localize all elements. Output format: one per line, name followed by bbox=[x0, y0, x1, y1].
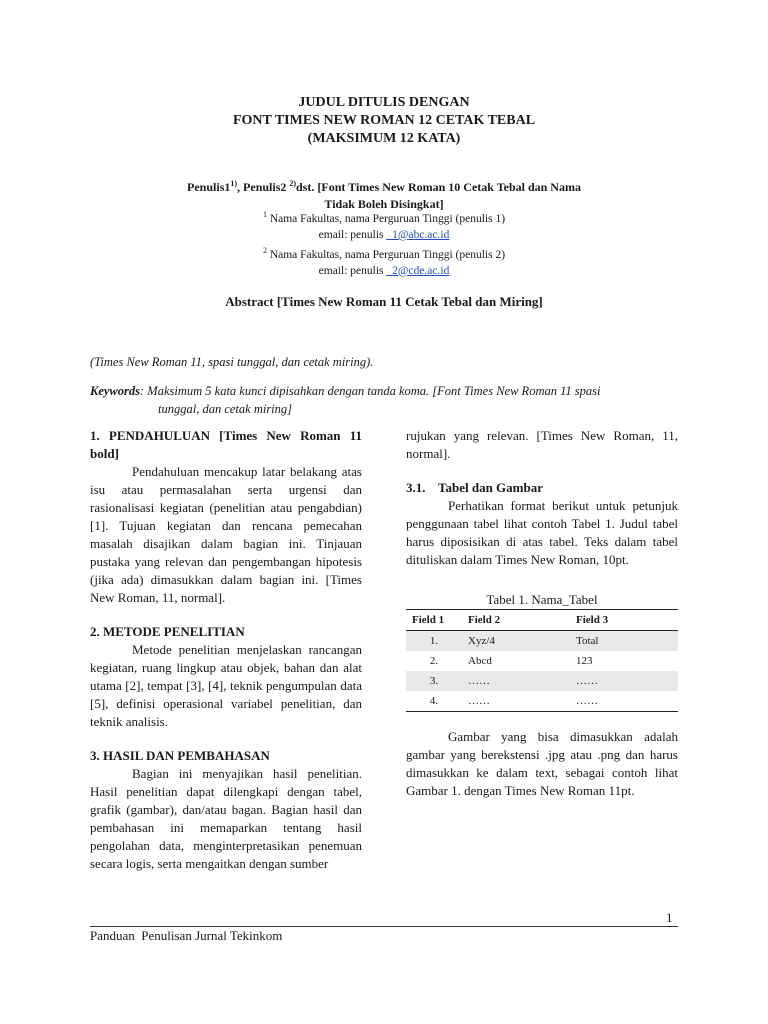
table-header-row bbox=[406, 610, 678, 631]
affil-1-email-link[interactable]: _1@abc.ac.id bbox=[386, 228, 450, 241]
table-cell: 3. bbox=[406, 671, 462, 691]
table-cell: …… bbox=[462, 671, 570, 691]
table-row bbox=[406, 631, 678, 652]
table-header: Field 2 bbox=[462, 610, 570, 631]
table-header: Field 1 bbox=[406, 610, 462, 631]
affil-2-text: Nama Fakultas, nama Perguruan Tinggi (penulis 2) bbox=[266, 248, 506, 261]
section-3-body: Bagian ini menyajikan hasil penelitian. Hasil penelitian dapat dilengkapi dengan tabel, grafik (gambar), dan/atau bagan. Bagian hasil dan pembahasan ini memaparkan tentang hasil pengolahan data, menginterpretasikan penemuan secara logis, serta mengaitkan dengan sumber bbox=[90, 766, 362, 871]
author-2-sup: 2) bbox=[289, 179, 297, 188]
footer-divider bbox=[90, 926, 678, 927]
keywords-text-line-2: tunggal, dan cetak miring] bbox=[158, 402, 293, 416]
affil-2-sup: 2 bbox=[262, 245, 267, 255]
table-row bbox=[406, 671, 678, 691]
section-2-body: Metode penelitian menjelaskan rancangan kegiatan, ruang lingkup atau objek, bahan dan alat utama [2], tempat [3], [4], teknik pengumpulan data [5], definisi operasional variabel penelitian, dan teknik analisis. bbox=[90, 642, 362, 729]
author-1-sup: 1) bbox=[230, 179, 238, 188]
page-number: 1 bbox=[666, 910, 673, 925]
section-3-heading: 3. HASIL DAN PEMBAHASAN bbox=[90, 748, 270, 763]
table-cell: …… bbox=[462, 691, 570, 712]
affil-2-email-link[interactable]: _2@cde.ac.id bbox=[386, 264, 450, 277]
table-cell: 4. bbox=[406, 691, 462, 712]
subsection-3-1-heading bbox=[406, 479, 678, 497]
affil-2-email-label: email: penulis bbox=[318, 264, 387, 277]
left-column bbox=[90, 427, 362, 873]
affil-1-text: Nama Fakultas, nama Perguruan Tinggi (penulis 1) bbox=[266, 212, 506, 225]
table-row bbox=[406, 691, 678, 712]
table-cell: Total bbox=[570, 631, 678, 652]
data-table bbox=[406, 609, 678, 712]
author-note: dst. [Font Times New Roman 10 Cetak Tebal dan Nama bbox=[296, 180, 581, 194]
table-cell: 2. bbox=[429, 655, 439, 667]
author-note-line-2: Tidak Boleh Disingkat] bbox=[324, 197, 444, 211]
table-row bbox=[406, 651, 678, 671]
right-column bbox=[406, 427, 678, 800]
affil-1-sup: 1 bbox=[262, 210, 267, 219]
keywords-label: Keywords bbox=[90, 384, 140, 398]
table-cell: …… bbox=[570, 691, 678, 712]
affil-1-email-label: email: penulis bbox=[318, 228, 387, 241]
table-cell: Xyz/4 bbox=[462, 631, 570, 652]
title-line-3: (MAKSIMUM 12 KATA) bbox=[307, 131, 461, 146]
table-cell: 1. bbox=[406, 631, 462, 652]
affiliations bbox=[90, 207, 678, 279]
title-line-1: JUDUL DITULIS DENGAN bbox=[298, 95, 470, 110]
abstract-body: (Times New Roman 11, spasi tunggal, dan cetak miring). bbox=[90, 355, 374, 369]
table-cell: …… bbox=[570, 671, 678, 691]
section-1-heading: 1. PENDAHULUAN [Times New Roman 11 bold] bbox=[90, 428, 362, 461]
keywords-text: : Maksimum 5 kata kunci dipisahkan dengan tanda koma. [Font Times New Roman 11 spasi bbox=[140, 384, 601, 398]
section-2-heading: 2. METODE PENELITIAN bbox=[90, 624, 245, 639]
figure-paragraph: Gambar yang bisa dimasukkan adalah gambar yang berekstensi .jpg atau .png dan harus dimasukkan ke dalam text, sebagai contoh lihat Gambar 1. dengan Times New Roman 11pt. bbox=[406, 729, 678, 798]
author-1: Penulis1 bbox=[187, 180, 231, 194]
table-cell: Abcd bbox=[468, 655, 492, 667]
title-line-2: FONT TIMES NEW ROMAN 12 CETAK TEBAL bbox=[232, 113, 536, 128]
table-caption: Tabel 1. Nama_Tabel bbox=[486, 592, 598, 607]
author-2: , Penulis2 bbox=[237, 180, 290, 194]
subsection-number: 3.1. bbox=[406, 480, 426, 495]
table-cell: 123 bbox=[576, 655, 593, 667]
section-1-body: Pendahuluan mencakup latar belakang atas isu atau permasalahan serta urgensi dan rasionalisasi kegiatan (penelitian atau pengabdian) [1]. Tujuan kegiatan dan rencana pemecahan masalah disajikan dalam bagian ini. Tinjauan pustaka yang relevan dan pengembangan hipotesis (jika ada) dimasukkan dalam bagian ini. [Times New Roman, 11, normal]. bbox=[90, 464, 362, 605]
subsection-3-1-body: Perhatikan format berikut untuk petunjuk penggunaan tabel lihat contoh Tabel 1. Judul tabel harus diposisikan di atas tabel. Teks dalam tabel dituliskan dalam Times New Roman, 10pt. bbox=[406, 498, 678, 567]
subsection-title: Tabel dan Gambar bbox=[438, 480, 543, 495]
table-header: Field 3 bbox=[570, 610, 678, 631]
page-footer: Panduan Penulisan Jurnal Tekinkom bbox=[90, 928, 283, 943]
keywords bbox=[90, 382, 678, 418]
section-3-continuation: rujukan yang relevan. [Times New Roman, 11, normal]. bbox=[406, 428, 678, 461]
abstract-heading: Abstract [Times New Roman 11 Cetak Tebal dan Miring] bbox=[225, 294, 543, 309]
paper-title bbox=[90, 94, 678, 148]
